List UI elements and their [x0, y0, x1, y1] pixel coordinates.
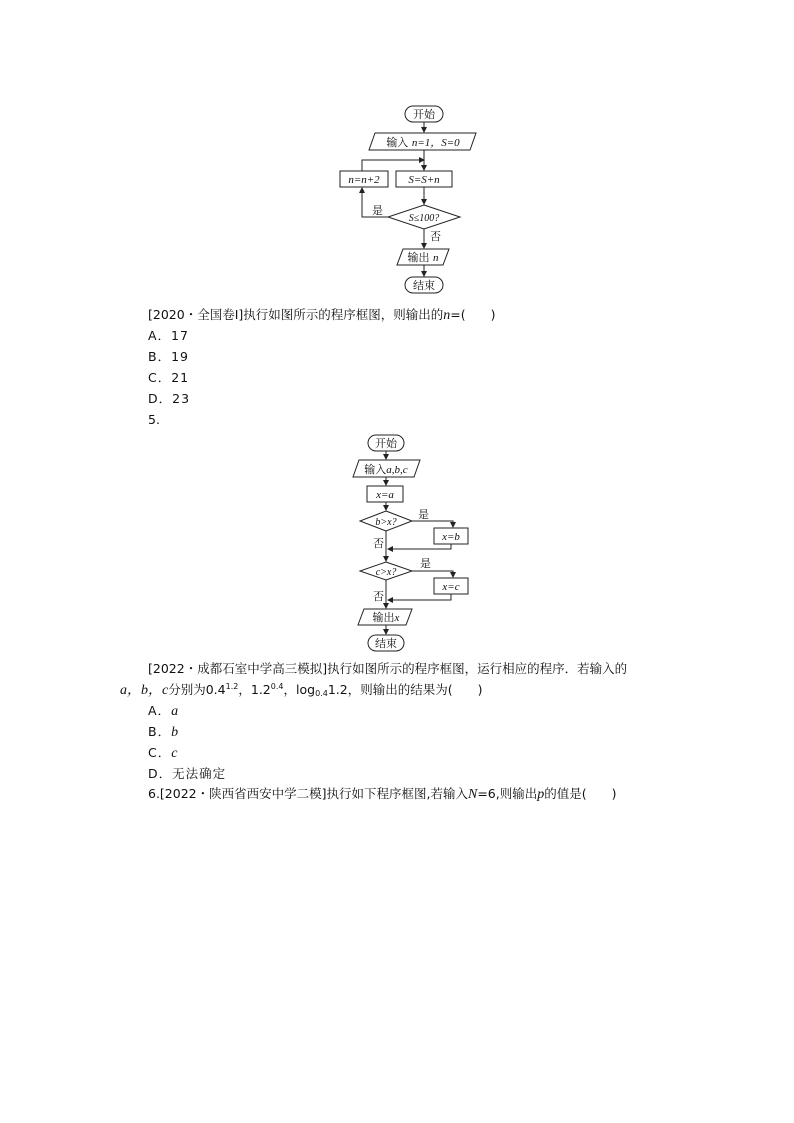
input-label: 输入a,b,c — [364, 463, 408, 476]
cond-c-label: c>x? — [375, 567, 397, 578]
output-label: 输出x — [372, 611, 400, 624]
assign-a-label: x=a — [376, 489, 394, 501]
yes-label: 是 — [372, 204, 383, 217]
end-label: 结束 — [375, 637, 397, 650]
q5-option-c: C．c — [148, 745, 179, 761]
q5-number: 5. — [148, 412, 160, 427]
q4-stem: [2020・全国卷Ⅰ]执行如图所示的程序框图，则输出的n=( ) — [148, 307, 496, 323]
yes-label-b: 是 — [418, 508, 429, 521]
q4-option-a: A．17 — [148, 328, 189, 343]
end-label: 结束 — [413, 279, 435, 292]
update-s-label: S=S+n — [408, 174, 440, 186]
yes-label-c: 是 — [420, 557, 431, 570]
q5-stem-line1: [2022・成都石室中学高三模拟]执行如图所示的程序框图，运行相应的程序．若输入的 — [148, 661, 628, 676]
q4-option-d: D．23 — [148, 391, 191, 406]
q5-option-d: D．无法确定 — [148, 766, 227, 781]
input-label: 输入 n=1，S=0 — [386, 136, 460, 149]
condition-label: S≤100? — [408, 213, 440, 224]
assign-b-label: x=b — [442, 531, 460, 543]
assign-c-label: x=c — [442, 581, 460, 593]
no-label-b: 否 — [373, 537, 384, 550]
q5-stem-line2: a，b，c分别为$0.4^{1.2}$，$1.2^{0.4}$，$\log_{0.4}1.2$，则输出的结果为( ) — [120, 682, 483, 698]
update-n-label: n=n+2 — [348, 174, 380, 186]
output-label: 输出 n — [407, 251, 439, 264]
flowchart-q5 — [350, 430, 480, 658]
no-label: 否 — [430, 230, 441, 243]
q4-option-c: C．21 — [148, 370, 190, 385]
cond-b-label: b>x? — [375, 517, 397, 528]
start-label: 开始 — [413, 108, 435, 121]
q5-option-b: B．b — [148, 724, 180, 740]
q5-option-a: A．a — [148, 703, 180, 719]
flowchart-q4 — [330, 100, 490, 300]
q4-option-b: B．19 — [148, 349, 189, 364]
start-label: 开始 — [375, 437, 397, 450]
no-label-c: 否 — [373, 590, 384, 603]
q6-stem: 6.[2022・陕西省西安中学二模]执行如下程序框图,若输入N=6,则输出p的值是( ) — [148, 786, 617, 802]
